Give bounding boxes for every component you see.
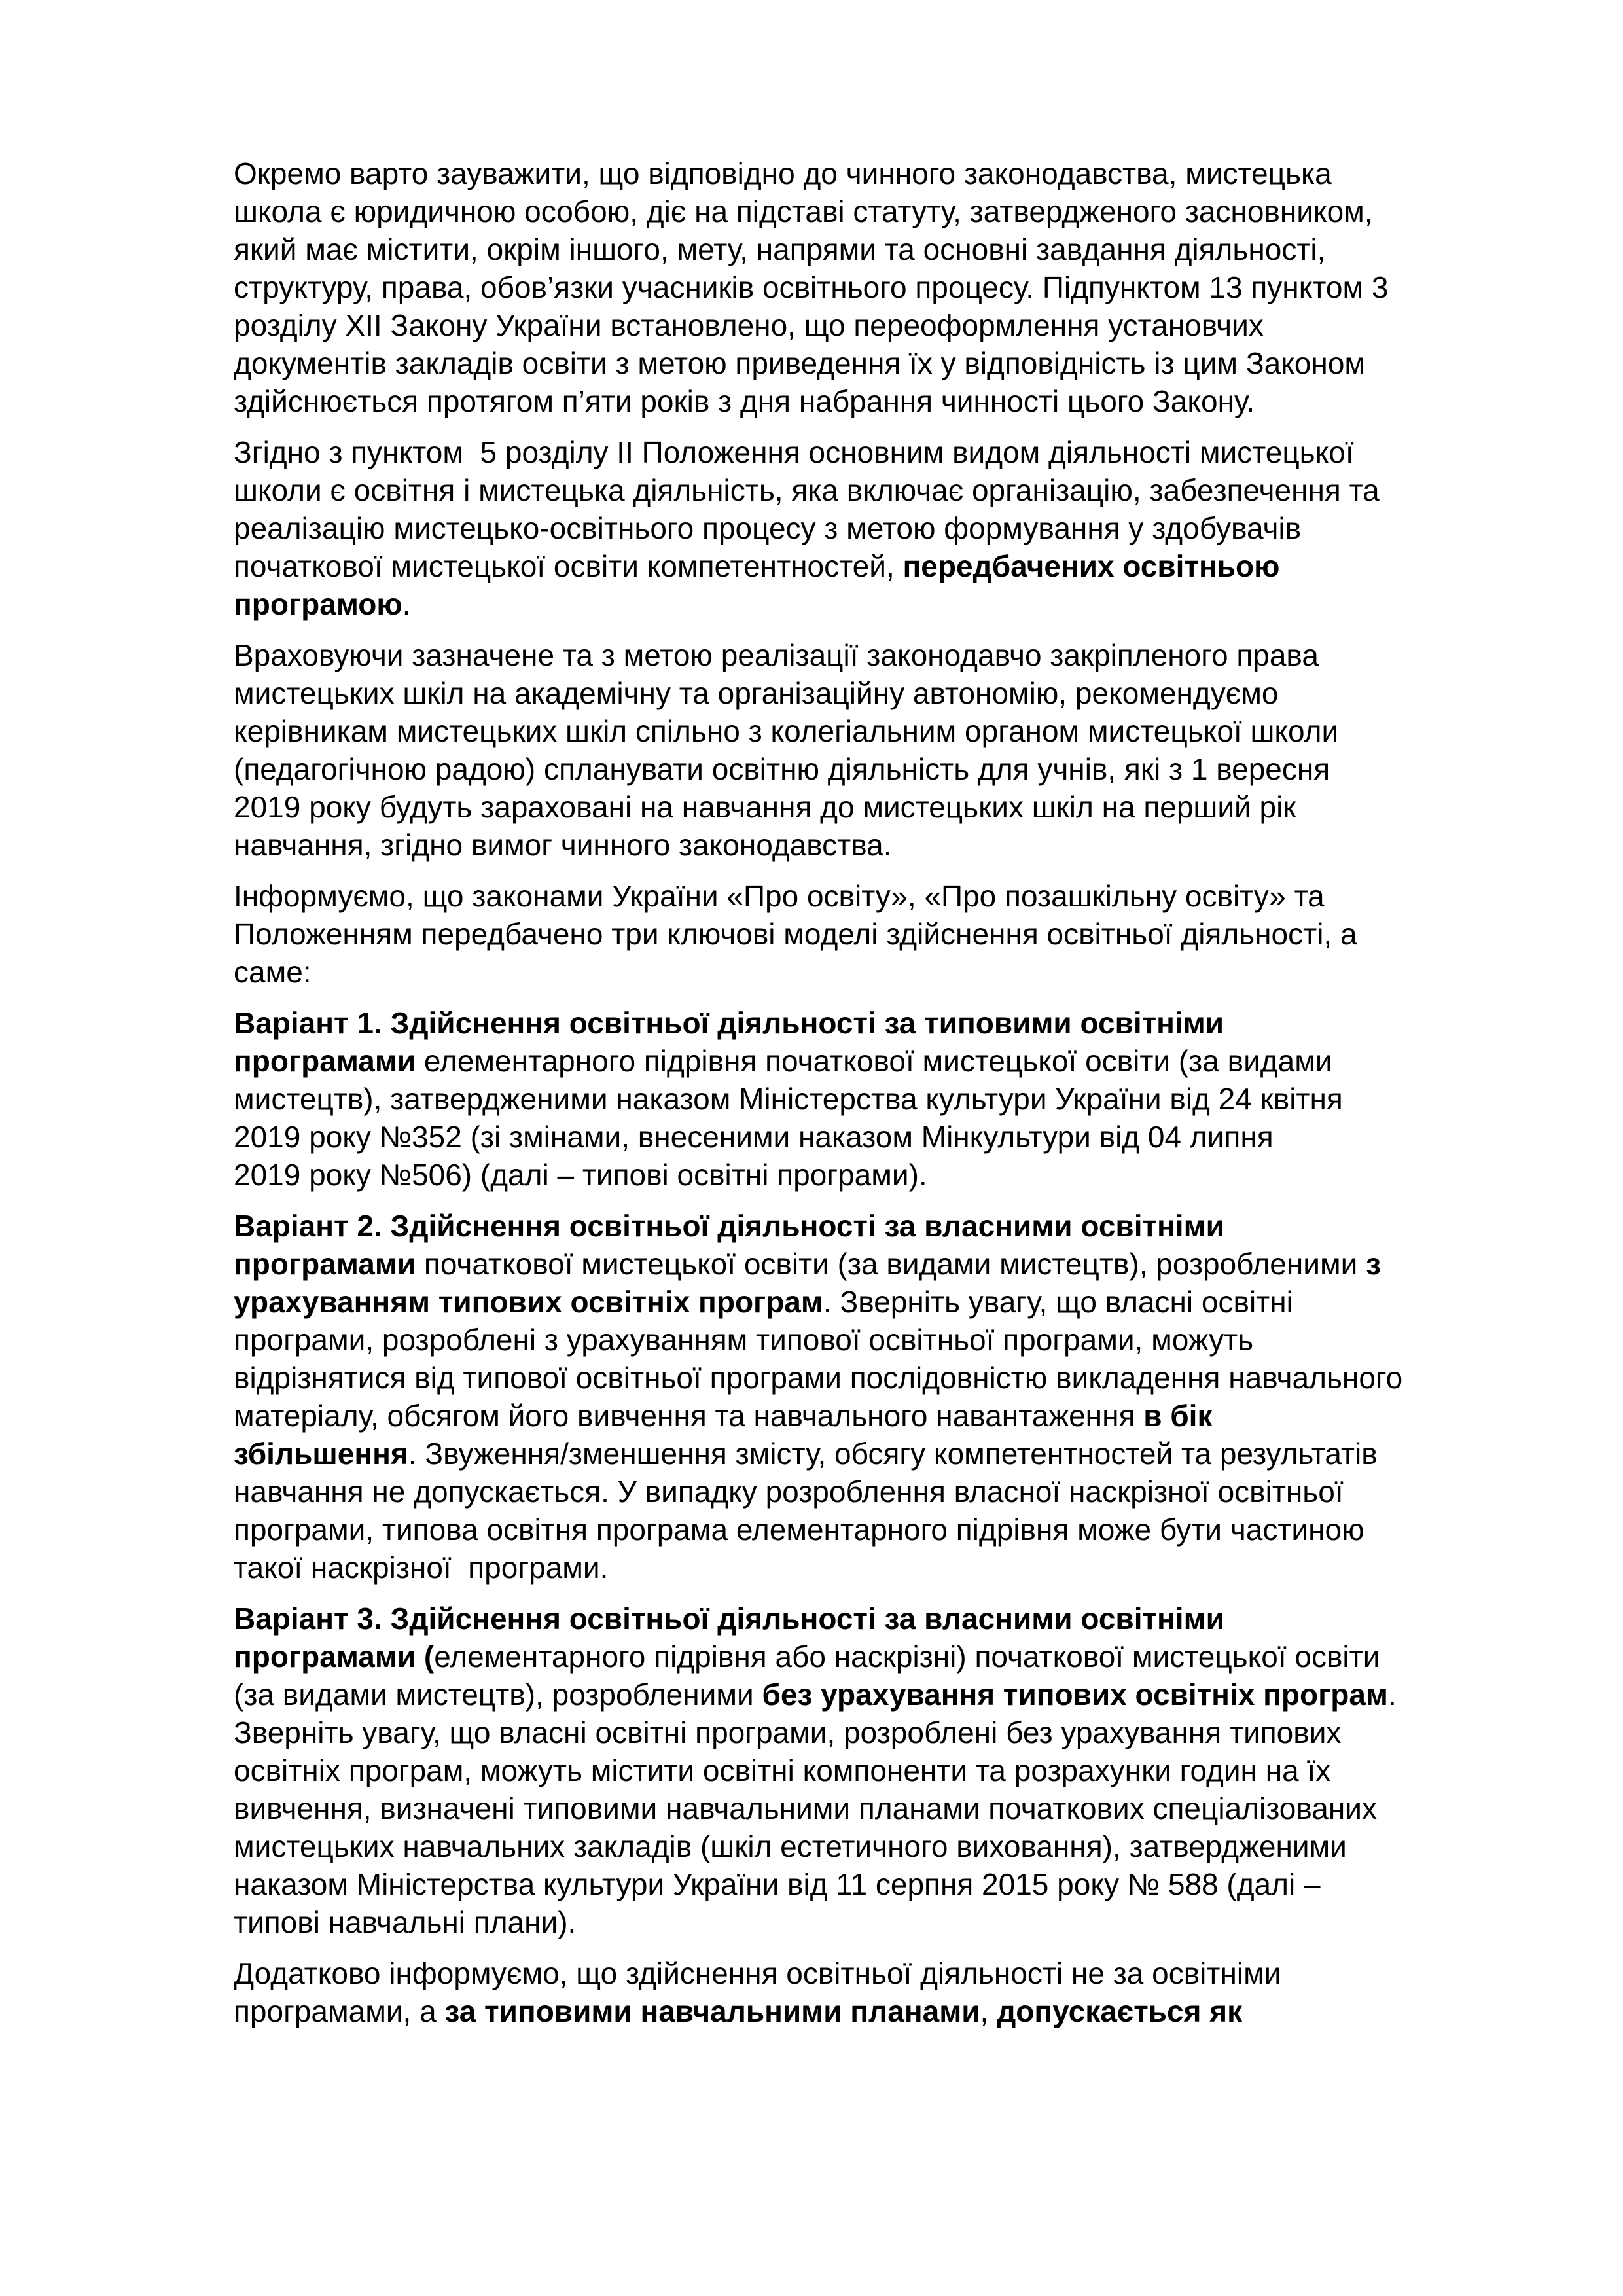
text-line: [234, 1549, 1516, 1587]
text-line: [234, 915, 1516, 953]
text-line: [234, 1004, 1516, 1042]
paragraph-variant-2: [234, 1207, 1516, 1587]
text: Згідно з пунктом 5 розділу ІІ Положення основним видом діяльності мистецької: [234, 435, 1354, 469]
text: елементарного підрівня або наскрізні) початкової мистецької освіти: [434, 1640, 1380, 1674]
text-line: [234, 230, 1516, 268]
text: вивчення, визначені типовими навчальними планами початкових спеціалізованих: [234, 1791, 1377, 1825]
text-line: [234, 1827, 1516, 1865]
text-line: [234, 953, 1516, 991]
text: школа є юридичною особою, діє на підставі статуту, затвердженого засновником,: [234, 194, 1373, 228]
text: Інформуємо, що законами України «Про освіту», «Про позашкільну освіту» та: [234, 879, 1325, 913]
text: Враховуючи зазначене та з метою реалізації законодавчо закріпленого права: [234, 638, 1319, 672]
bold-text: Варіант 3. Здійснення освітньої діяльності за власними освітніми: [234, 1602, 1224, 1636]
text-line: [234, 509, 1516, 547]
text: програми, типова освітня програма елементарного підрівня може бути частиною: [234, 1513, 1364, 1547]
text: документів закладів освіти з метою приведення їх у відповідність із цим Законом: [234, 346, 1366, 380]
text: .: [1387, 1677, 1397, 1712]
text-line: [234, 1511, 1516, 1549]
text-line: [234, 433, 1516, 471]
text: освітніх програм, можуть містити освітні компоненти та розрахунки годин на їх: [234, 1753, 1331, 1787]
text: реалізацію мистецько-освітнього процесу з метою формування у здобувачів: [234, 511, 1302, 545]
text: елементарного підрівня початкової мистецької освіти (за видами: [416, 1044, 1332, 1078]
bold-text: програмами (: [234, 1640, 435, 1674]
text: відрізнятися від типової освітньої програми послідовністю викладення навчального: [234, 1361, 1403, 1395]
text-line: [234, 1283, 1516, 1321]
text-line: [234, 750, 1516, 788]
text-line: [234, 306, 1516, 344]
text: ,: [980, 1994, 997, 2028]
bold-text: програмою: [234, 587, 402, 621]
text: такої наскрізної програми.: [234, 1551, 609, 1585]
text: 2019 року №352 (зі змінами, внесеними наказом Мінкультури від 04 липня: [234, 1120, 1274, 1154]
bold-text: за типовими навчальними планами: [444, 1994, 980, 2028]
paragraph-p2: [234, 433, 1516, 623]
text: програмами, а: [234, 1994, 445, 2028]
text-line: [234, 547, 1516, 585]
text-line: [234, 1080, 1516, 1118]
text: . Звуження/зменшення змісту, обсягу компетентностей та результатів: [408, 1437, 1378, 1471]
text-line: [234, 268, 1516, 306]
bold-text: з: [1366, 1247, 1381, 1281]
paragraph-p4: [234, 877, 1516, 991]
text: .: [402, 587, 411, 621]
text: програми, розроблені з урахуванням типової освітньої програми, можуть: [234, 1323, 1254, 1357]
text: який має містити, окрім іншого, мету, напрями та основні завдання діяльності,: [234, 232, 1326, 266]
text: Окремо варто зауважити, що відповідно до чинного законодавства, мистецька: [234, 156, 1332, 190]
text-line: [234, 471, 1516, 509]
text-line: [234, 1042, 1516, 1080]
text: мистецтв), затвердженими наказом Міністерства культури України від 24 квітня: [234, 1082, 1343, 1116]
text: структуру, права, обов’язки учасників освітнього процесу. Підпунктом 13 пунктом 3: [234, 270, 1389, 304]
text-line: [234, 674, 1516, 712]
paragraph-p-final: [234, 1954, 1516, 2030]
paragraph-variant-1: [234, 1004, 1516, 1194]
text-line: [234, 585, 1516, 623]
text: навчання не допускається. У випадку розроблення власної наскрізної освітньої: [234, 1475, 1344, 1509]
text-line: [234, 636, 1516, 674]
paragraph-variant-3: [234, 1600, 1516, 1941]
text-line: [234, 1751, 1516, 1789]
paragraph-p1: [234, 154, 1516, 420]
bold-text: без урахування типових освітніх програм: [762, 1677, 1388, 1712]
text-line: [234, 1245, 1516, 1283]
bold-text: програмами: [234, 1247, 416, 1281]
text: Додатково інформуємо, що здійснення освітньої діяльності не за освітніми: [234, 1956, 1281, 1990]
text-line: [234, 1321, 1516, 1359]
bold-text: Варіант 2. Здійснення освітньої діяльності за власними освітніми: [234, 1209, 1224, 1243]
document-page: [234, 154, 1516, 2043]
text-line: [234, 1713, 1516, 1751]
text-line: [234, 1156, 1516, 1194]
text-line: [234, 826, 1516, 864]
text-line: [234, 1600, 1516, 1638]
bold-text: збільшення: [234, 1437, 408, 1471]
text-line: [234, 344, 1516, 382]
text-line: [234, 1473, 1516, 1511]
text: Зверніть увагу, що власні освітні програми, розроблені без урахування типових: [234, 1715, 1342, 1749]
text: матеріалу, обсягом його вивчення та навчального навантаження: [234, 1399, 1144, 1433]
text: розділу ХІІ Закону України встановлено, що переоформлення установчих: [234, 308, 1264, 342]
text-line: [234, 1954, 1516, 1992]
text-line: [234, 1207, 1516, 1245]
text-line: [234, 1789, 1516, 1827]
text-line: [234, 1865, 1516, 1903]
bold-text: програмами: [234, 1044, 416, 1078]
text: навчання, згідно вимог чинного законодавства.: [234, 828, 892, 862]
text: школи є освітня і мистецька діяльність, яка включає організацію, забезпечення та: [234, 473, 1380, 507]
text-line: [234, 192, 1516, 230]
text: здійснюється протягом п’яти років з дня набрання чинності цього Закону.: [234, 384, 1255, 418]
text: 2019 року будуть зараховані на навчання до мистецьких шкіл на перший рік: [234, 790, 1296, 824]
text: початкової мистецької освіти компетентностей,: [234, 549, 903, 583]
text: типові навчальні плани).: [234, 1905, 577, 1939]
text-line: [234, 788, 1516, 826]
bold-text: допускається як: [997, 1994, 1243, 2028]
bold-text: передбачених освітньою: [902, 549, 1280, 583]
text-line: [234, 382, 1516, 420]
text-line: [234, 154, 1516, 192]
bold-text: Варіант 1. Здійснення освітньої діяльності за типовими освітніми: [234, 1006, 1224, 1040]
text: 2019 року №506) (далі – типові освітні програми).: [234, 1158, 927, 1192]
text: Положенням передбачено три ключові моделі здійснення освітньої діяльності, а: [234, 917, 1357, 951]
text-line: [234, 1397, 1516, 1435]
text: (за видами мистецтв), розробленими: [234, 1677, 762, 1712]
text: наказом Міністерства культури України від 11 серпня 2015 року № 588 (далі –: [234, 1867, 1321, 1901]
text: мистецьких навчальних закладів (шкіл естетичного виховання), затвердженими: [234, 1829, 1347, 1863]
text-line: [234, 877, 1516, 915]
text-line: [234, 1992, 1516, 2030]
text: керівникам мистецьких шкіл спільно з колегіальним органом мистецької школи: [234, 714, 1339, 748]
text-line: [234, 1903, 1516, 1941]
text-line: [234, 712, 1516, 750]
bold-text: урахуванням типових освітніх програм: [234, 1285, 823, 1319]
text-line: [234, 1359, 1516, 1397]
text: початкової мистецької освіти (за видами мистецтв), розробленими: [416, 1247, 1366, 1281]
text: (педагогічною радою) спланувати освітню діяльність для учнів, які з 1 вересня: [234, 752, 1330, 786]
text: . Зверніть увагу, що власні освітні: [823, 1285, 1293, 1319]
text: саме:: [234, 955, 312, 989]
text: мистецьких шкіл на академічну та організаційну автономію, рекомендуємо: [234, 676, 1279, 710]
paragraph-p3: [234, 636, 1516, 864]
text-line: [234, 1638, 1516, 1676]
bold-text: в бік: [1143, 1399, 1213, 1433]
text-line: [234, 1676, 1516, 1713]
text-line: [234, 1118, 1516, 1156]
text-line: [234, 1435, 1516, 1473]
